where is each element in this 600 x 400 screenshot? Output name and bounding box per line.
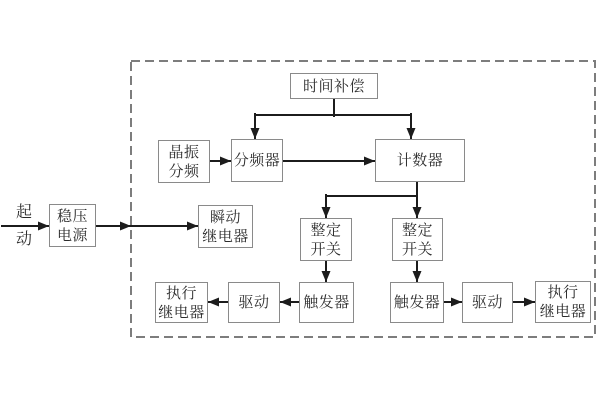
start-label-char-1: 起 [15, 202, 32, 221]
node-crystal-freq-divider-label: 分频 [168, 161, 200, 180]
node-exec-relay-left [155, 282, 208, 323]
node-setting-switch-left [300, 218, 352, 261]
node-setting-switch-right-label: 开关 [401, 239, 433, 258]
node-counter [375, 139, 465, 182]
node-drive-left [228, 282, 280, 323]
node-trigger-right [390, 282, 444, 323]
node-setting-switch-right [392, 218, 443, 261]
node-frequency-divider-label: 分频器 [233, 151, 281, 169]
node-drive-right [462, 282, 513, 323]
start-label-char-2: 动 [15, 229, 32, 248]
node-regulated-power-supply [49, 204, 96, 247]
node-instant-relay [198, 205, 253, 248]
node-trigger-left [299, 282, 354, 323]
node-regulated-power-supply-label: 电源 [56, 225, 88, 244]
node-time-compensation-label: 时间补偿 [302, 76, 365, 95]
node-instant-relay-label: 瞬动 [209, 207, 241, 226]
node-trigger-left-label: 触发器 [303, 293, 350, 311]
node-crystal-freq-divider-label: 晶振 [168, 142, 200, 161]
node-drive-right-label: 驱动 [471, 293, 503, 311]
node-time-compensation [290, 73, 378, 99]
node-exec-relay-right-label: 执行 [547, 283, 579, 301]
node-setting-switch-left-label: 开关 [310, 239, 342, 258]
edge-group [2, 99, 535, 302]
node-drive-left-label: 驱动 [238, 293, 270, 311]
node-frequency-divider [231, 139, 283, 182]
node-exec-relay-right [535, 281, 591, 323]
node-setting-switch-left-label: 整定 [310, 220, 342, 239]
node-crystal-freq-divider [158, 140, 210, 183]
node-exec-relay-right-label: 继电器 [539, 302, 587, 320]
start-label [8, 203, 40, 247]
node-exec-relay-left-label: 继电器 [158, 302, 205, 321]
node-exec-relay-left-label: 执行 [165, 283, 197, 302]
node-trigger-right-label: 触发器 [393, 293, 441, 311]
node-regulated-power-supply-label: 稳压 [56, 206, 88, 225]
node-instant-relay-label: 继电器 [202, 226, 249, 245]
node-setting-switch-right-label: 整定 [401, 220, 433, 239]
node-counter-label: 计数器 [396, 151, 444, 169]
